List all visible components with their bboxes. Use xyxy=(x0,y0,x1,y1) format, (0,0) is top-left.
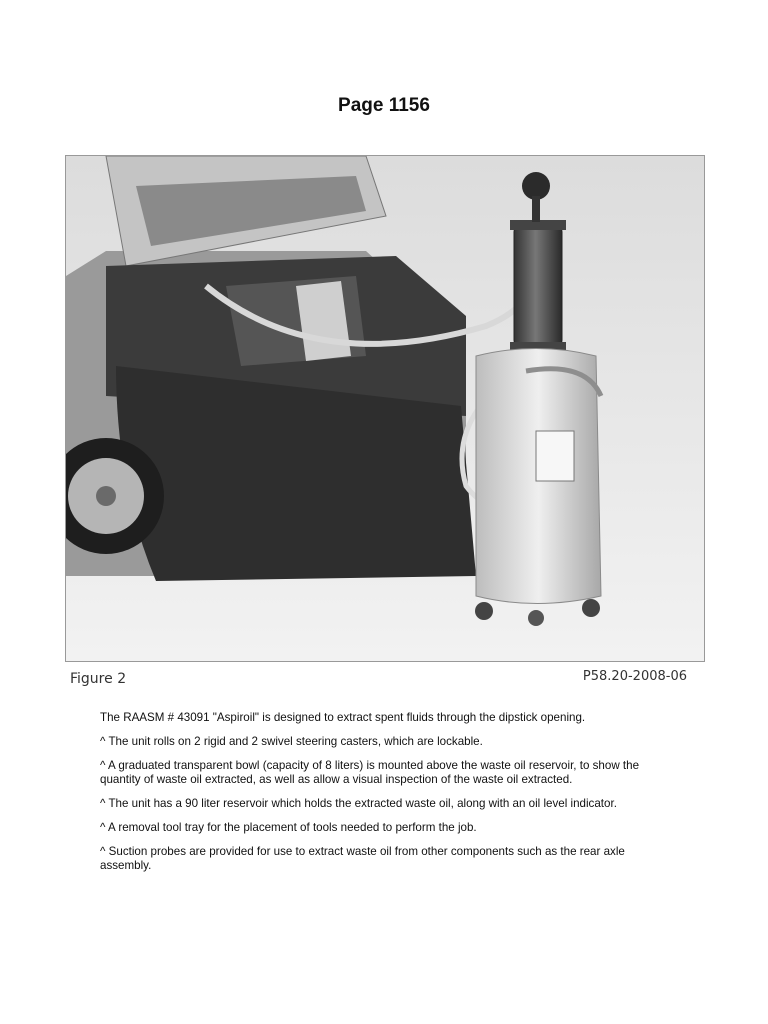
body-text xyxy=(100,711,665,883)
figure-code: P58.20-2008-06 xyxy=(582,669,687,684)
paragraph: ^ A graduated transparent bowl (capacity of 8 liters) is mounted above the waste oil reservoir, to show the quantity of waste oil extracted, as well as allow a visual inspection of the waste oil extracted. xyxy=(100,759,640,786)
page-title: Page 1156 xyxy=(338,95,430,116)
figure-photo xyxy=(65,155,705,662)
paragraph: ^ Suction probes are provided for use to extract waste oil from other components such as the rear axle assembly. xyxy=(100,845,625,872)
figure-caption: Figure 2 xyxy=(70,671,127,687)
paragraph: ^ The unit rolls on 2 rigid and 2 swivel steering casters, which are lockable. xyxy=(100,735,483,748)
paragraph: The RAASM # 43091 "Aspiroil" is designed to extract spent fluids through the dipstick opening. xyxy=(100,711,586,724)
paragraph: ^ The unit has a 90 liter reservoir which holds the extracted waste oil, along with an oil level indicator. xyxy=(100,797,617,810)
paragraph: ^ A removal tool tray for the placement of tools needed to perform the job. xyxy=(100,821,477,834)
oil-extractor-illustration xyxy=(66,156,704,661)
